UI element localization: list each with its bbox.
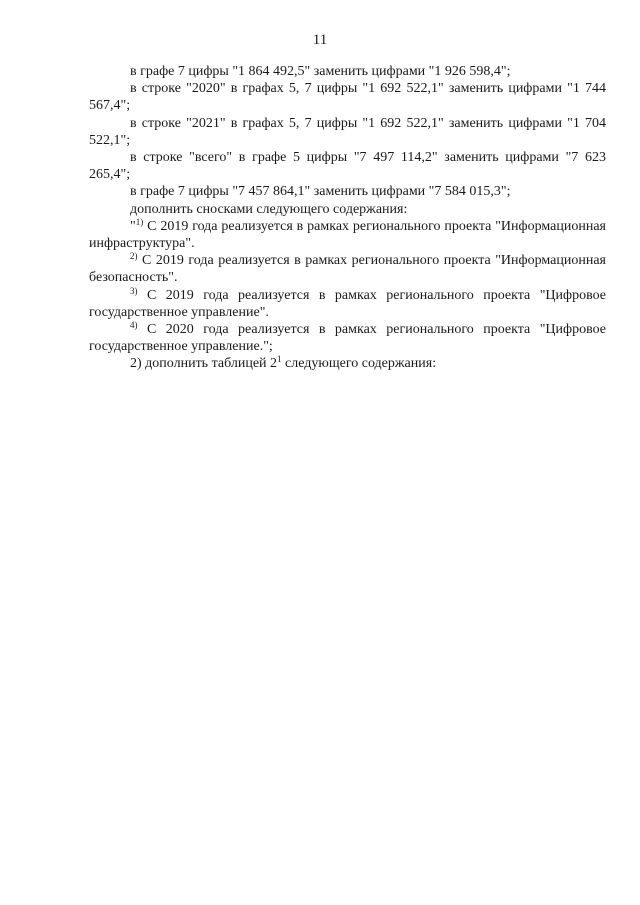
closing-line: [89, 355, 606, 372]
document-body: [89, 63, 606, 373]
amendment-line-1: в графе 7 цифры "1 864 492,5" заменить цифрами "1 926 598,4";: [130, 64, 511, 79]
footnote-2-text: С 2019 года реализуется в рамках регионального проекта "Информационная безопасность".: [89, 253, 606, 286]
closing-superscript: 1: [277, 354, 282, 365]
footnote-4-marker: 4): [130, 320, 138, 331]
footnote-2-marker: 2): [130, 251, 138, 262]
closing-text-after: следующего содержания:: [281, 356, 437, 372]
amendment-line-5: в графе 7 цифры "7 457 864,1" заменить цифрами "7 584 015,3";: [130, 184, 511, 200]
amendment-line-6: дополнить сносками следующего содержания:: [130, 201, 408, 217]
footnote-1-open-quote: ": [130, 218, 136, 234]
footnote-1: [89, 218, 606, 252]
footnote-1-marker: 1): [135, 216, 144, 227]
amendment-line-3: в строке "2021" в графах 5, 7 цифры "1 692 522,1" заменить цифрами "1 704 522,1";: [89, 115, 606, 148]
amendment-line-4: в строке "всего" в графе 5 цифры "7 497 114,2" заменить цифрами "7 623 265,4";: [89, 150, 606, 183]
amendment-line-2: в строке "2020" в графах 5, 7 цифры "1 692 522,1" заменить цифрами "1 744 567,4";: [89, 81, 606, 114]
footnote-4-text: С 2020 года реализуется в рамках регионального проекта "Цифровое государственное управление.";: [89, 322, 606, 355]
footnote-3-text: С 2019 года реализуется в рамках регионального проекта "Цифровое государственное управление".: [89, 287, 606, 320]
page-number: 11: [312, 32, 328, 48]
closing-text-before: 2) дополнить таблицей 2: [130, 356, 278, 372]
footnote-2: [89, 252, 606, 286]
footnote-3: [89, 287, 606, 321]
footnote-4: [89, 321, 606, 355]
footnote-1-text: С 2019 года реализуется в рамках регионального проекта "Информационная инфраструктура".: [89, 218, 606, 252]
footnote-3-marker: 3): [130, 285, 138, 296]
